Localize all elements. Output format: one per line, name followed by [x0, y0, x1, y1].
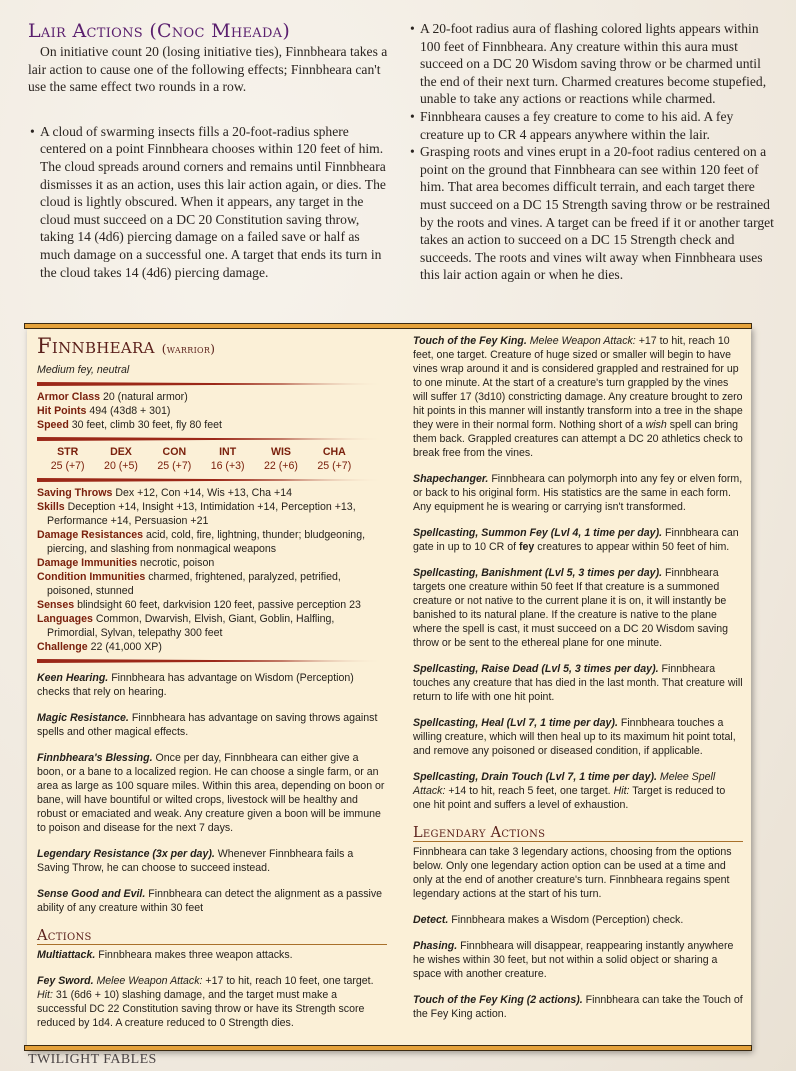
action-drain-touch: Spellcasting, Drain Touch (Lvl 7, 1 time per day). Melee Spell Attack: +14 to hit, reach 5 feet, one target. Hit: Target is reduced to one hit point and suffers a level of exhaustion. [413, 771, 726, 811]
trait-sense-good-evil: Sense Good and Evil. Finnbheara can detect the alignment as a passive ability of any creature within 30 feet [37, 888, 383, 914]
monster-name: Finnbheara (warrior) [37, 334, 216, 358]
action-fey-sword: Fey Sword. Melee Weapon Attack: +17 to hit, reach 10 feet, one target. Hit: 31 (6d6 + 10) slashing damage, and the target must make a successful DC 22 Constitution saving throw or have its Strength score reduced by 1d4. A creature reduced to 0 Strength dies. [37, 975, 374, 1029]
divider [37, 382, 387, 386]
ability-con: CON 25 (+7) [157, 446, 192, 472]
stat-block-top-border [24, 323, 752, 329]
ability-str: STR 25 (+7) [50, 446, 85, 472]
action-banishment: Spellcasting, Banishment (Lvl 5, 3 times per day). Finnbheara targets one creature within 50 feet If that creature is a summoned creature or not native to the current plane it is on, it will instantly be banished to its natural plane. If the creature is native to the plane where the spell is cast, it must succeed on a DC 20 Wisdom saving throw or be sent to the ethereal plane for one minute. [413, 567, 729, 649]
actions-heading: Actions [37, 929, 387, 945]
lair-bullet-item: • Finnbheara causes a fey creature to come to his aid. A fey creature up to CR 4 appears anywhere within the lair. [410, 108, 734, 142]
speed: Speed 30 feet, climb 30 feet, fly 80 feet [37, 419, 222, 431]
senses: Senses blindsight 60 feet, darkvision 120 feet, passive perception 23 [37, 599, 361, 611]
legendary-actions-heading: Legendary Actions [413, 826, 743, 842]
damage-resistances: Damage Resistances acid, cold, fire, lightning, thunder; bludgeoning, piercing, and slashing from nonmagical weapons [37, 529, 366, 555]
page-footer: TWILIGHT FABLES [28, 1052, 157, 1067]
ability-wis: WIS 22 (+6) [264, 446, 298, 472]
ability-dex: DEX 20 (+5) [104, 446, 138, 472]
skills: Skills Deception +14, Insight +13, Intimidation +14, Perception +13, Performance +14, Persuasion +21 [37, 501, 356, 527]
lair-actions-left-column [28, 20, 388, 281]
lair-actions-title: Lair Actions (Cnoc Mheada) [28, 20, 291, 42]
action-raise-dead: Spellcasting, Raise Dead (Lvl 5, 3 times per day). Finnbheara touches any creature that has died in the last month. That creature will return to life with one hit point. [413, 663, 743, 703]
legendary-intro: Finnbheara can take 3 legendary actions, choosing from the options below. Only one legendary action option can be used at a time and only at the end of another creature's turn. Finnbheara regains spent legendary actions at the start of his turn. [413, 846, 732, 900]
ability-int: INT 16 (+3) [210, 446, 245, 472]
action-multiattack: Multiattack. Finnbheara makes three weapon attacks. [37, 949, 293, 961]
bullet-icon: • [410, 108, 415, 124]
stat-block-right-column [413, 334, 743, 1021]
action-shapechanger: Shapechanger. Finnbheara can polymorph into any fey or elven form, or back to his original form. His statistics are the same in each form. Any equipment he is wearing or carrying isn't transformed. [413, 473, 743, 513]
action-touch-fey-king: Touch of the Fey King. Melee Weapon Attack: +17 to hit, reach 10 feet, one target. Creature of huge sized or smaller will begin to have vines wrap around it and is considered grappled and restrained for up to one minute. At the start of a creature's turn grappled by the vines will suffer 17 (3d10) constricting damage. Any creature brought to zero hit points in this manner will instantly transform into a tree in the shape they were in their normal form. Nothing short of a wish spell can bring them back. Grappled creatures can attempt a DC 20 athletics check to break free from the vines. [413, 335, 743, 459]
trait-magic-resistance: Magic Resistance. Finnbheara has advantage on saving throws against spells and other magical effects. [37, 712, 378, 738]
ability-cha: CHA 25 (+7) [317, 446, 352, 472]
stat-block-left-column [37, 334, 387, 1030]
lair-bullet-list-right [408, 20, 778, 284]
divider [37, 659, 387, 663]
lair-bullet-item: • A cloud of swarming insects fills a 20-foot-radius sphere centered on a point Finnbheara chooses within 120 feet of him. The cloud spreads around corners and remains until Finnbheara dismisses it as an action, uses this lair action again, or dies. The cloud is lightly obscured. When it appears, any target in the cloud must succeed on a DC 20 Constitution saving throw, taking 14 (4d6) piercing damage on a failed save or half as much damage on a successful one. A target that ends its turn in the cloud takes 14 (4d6) piercing damage. [30, 123, 386, 280]
stat-block [27, 326, 751, 1050]
action-summon-fey: Spellcasting, Summon Fey (Lvl 4, 1 time per day). Finnbheara can gate in up to 10 CR of fey creatures to appear within 50 feet of him. [413, 527, 739, 553]
action-heal: Spellcasting, Heal (Lvl 7, 1 time per day). Finnbheara touches a willing creature, which will then heal up to its maximum hit point total, and remove any poisoned or diseased condition, if applicable. [413, 717, 736, 757]
lair-actions-intro: On initiative count 20 (losing initiative ties), Finnbheara takes a lair action to cause one of the following effects; Finnbheara can't use the same effect two rounds in a row. [28, 44, 388, 95]
saving-throws: Saving Throws Dex +12, Con +14, Wis +13, Cha +14 [37, 487, 292, 499]
hit-points: Hit Points 494 (43d8 + 301) [37, 405, 171, 417]
legendary-touch-fey-king: Touch of the Fey King (2 actions). Finnbheara can take the Touch of the Fey King action. [413, 994, 743, 1020]
trait-blessing: Finnbheara's Blessing. Once per day, Finnbheara can either give a boon, or a bane to a localized region. He can choose a single farm, or an area as large as 100 square miles. Within this area, depending on boon or bane, will have bountiful or wilted crops, livestock will be healthy and robust or emaciated and weak. Any creature given a boon will be immune to poison and disease for the next 7 days. [37, 752, 385, 834]
lair-bullet-item: • A 20-foot radius aura of flashing colored lights appears within 100 feet of Finnbheara. Any creature within this aura must succeed on a DC 20 Wisdom saving throw or be charmed until the end of their next turn. Charmed creatures become stupefied, unable to take any actions or reactions while charmed. [410, 21, 767, 107]
bullet-icon: • [410, 144, 415, 160]
ability-scores [41, 445, 361, 473]
languages: Languages Common, Dwarvish, Elvish, Giant, Goblin, Halfling, Primordial, Sylvan, telepathy 300 feet [37, 613, 335, 639]
armor-class: Armor Class 20 (natural armor) [37, 391, 188, 403]
monster-role: (warrior) [161, 342, 216, 356]
lair-bullet-list-left [28, 123, 388, 281]
divider [37, 437, 387, 441]
damage-immunities: Damage Immunities necrotic, poison [37, 557, 215, 569]
trait-legendary-resistance: Legendary Resistance (3x per day). Whenever Finnbheara fails a Saving Throw, he can choose to succeed instead. [37, 848, 354, 874]
trait-keen-hearing: Keen Hearing. Finnbheara has advantage on Wisdom (Perception) checks that rely on hearing. [37, 672, 354, 698]
condition-immunities: Condition Immunities charmed, frightened, paralyzed, petrified, poisoned, stunned [37, 571, 341, 597]
stat-block-bottom-border [24, 1045, 752, 1051]
legendary-detect: Detect. Finnbheara makes a Wisdom (Perception) check. [413, 914, 684, 926]
bullet-icon: • [30, 123, 35, 139]
lair-bullet-item: • Grasping roots and vines erupt in a 20-foot radius centered on a point on the ground that Finnbheara can see within 120 feet of him. That area becomes difficult terrain, and each target there must succeed on a DC 15 Strength saving throw or be restrained by the roots and vines. A target can be freed if it or another target takes an action to succeed on a DC 15 Strength check and succeeds. The roots and vines wilt away when Finnbheara uses this lair action again or when he dies. [410, 144, 774, 283]
divider [37, 478, 387, 482]
bullet-icon: • [410, 21, 415, 36]
challenge: Challenge 22 (41,000 XP) [37, 641, 162, 653]
monster-type: Medium fey, neutral [37, 364, 130, 376]
legendary-phasing: Phasing. Finnbheara will disappear, reappearing instantly anywhere he wishes within 30 feet, but not within a solid object or sharing a space with another creature. [413, 940, 734, 980]
lair-actions-right-column [408, 20, 778, 284]
